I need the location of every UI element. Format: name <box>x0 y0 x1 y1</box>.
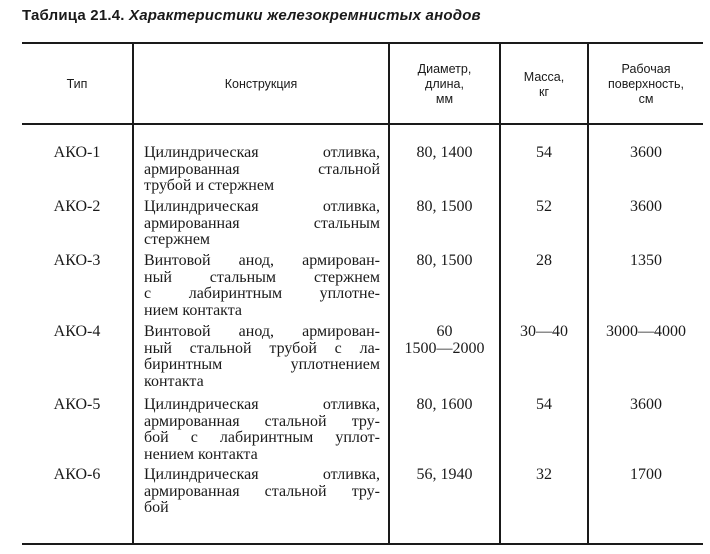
cell-diameter: 60 1500—2000 <box>404 323 485 357</box>
cell-mass: 28 <box>536 252 552 269</box>
design-line: бой <box>144 499 169 516</box>
header-type: Тип <box>66 77 88 91</box>
table-title <box>22 7 481 24</box>
design-line: армированная стальной тру- <box>144 412 380 430</box>
design-line: армированная стальной <box>144 160 380 178</box>
cell-design <box>144 324 380 390</box>
cell-type: АКО-2 <box>53 198 101 215</box>
design-line: ный стальной трубой с ла- <box>144 339 380 357</box>
design-line: Цилиндрическая отливка, <box>144 396 380 413</box>
design-line: Винтовой анод, армирован- <box>144 323 380 340</box>
cell-surface: 3600 <box>630 198 662 215</box>
cell-mass: 32 <box>536 466 552 483</box>
cell-type: АКО-3 <box>53 252 101 269</box>
cell-surface: 1700 <box>630 466 662 483</box>
design-line: с лабиринтным уплотне- <box>144 285 380 302</box>
cell-surface: 3600 <box>630 144 662 161</box>
design-line: трубой и стержнем <box>144 177 275 194</box>
cell-design <box>144 253 380 319</box>
cell-diameter: 80, 1400 <box>416 144 473 161</box>
cell-type: АКО-5 <box>53 396 101 413</box>
cell-design <box>144 397 380 463</box>
design-line: бой с лабиринтным уплот- <box>144 429 380 446</box>
cell-diameter: 80, 1500 <box>416 252 473 269</box>
cell-design <box>144 199 380 249</box>
design-line: Цилиндрическая отливка, <box>144 144 380 161</box>
cell-design <box>144 145 380 195</box>
top-rule <box>22 42 703 44</box>
header-mass: Масса, кг <box>523 70 565 99</box>
cell-diameter: 80, 1600 <box>416 396 473 413</box>
header-surface: Рабочая поверхность, см <box>607 62 685 106</box>
cell-type: АКО-4 <box>53 323 101 340</box>
cell-diameter: 80, 1500 <box>416 198 473 215</box>
header-diameter: Диаметр, длина, мм <box>417 62 472 106</box>
design-line: Цилиндрическая отливка, <box>144 198 380 215</box>
bottom-rule <box>22 543 703 545</box>
design-line: стержнем <box>144 231 211 248</box>
header-rule <box>22 123 703 125</box>
design-line: биринтным уплотнением <box>144 356 380 373</box>
design-line: нием контакта <box>144 301 243 319</box>
cell-mass: 30—40 <box>520 323 568 340</box>
design-line: нением контакта <box>144 445 258 463</box>
cell-mass: 54 <box>536 396 552 413</box>
cell-surface: 3000—4000 <box>606 323 686 340</box>
table-caption: Характеристики железокремнистых анодов <box>129 7 481 24</box>
design-line: Цилиндрическая отливка, <box>144 466 380 483</box>
header-design: Конструкция <box>224 77 298 91</box>
design-line: армированная стальным <box>144 214 380 232</box>
cell-diameter: 56, 1940 <box>416 466 473 483</box>
cell-mass: 52 <box>536 198 552 215</box>
table-number: Таблица 21.4. <box>22 7 125 24</box>
design-line: контакта <box>144 372 204 390</box>
column-divider <box>132 44 134 543</box>
design-line: Винтовой анод, армирован- <box>144 252 380 269</box>
cell-type: АКО-1 <box>53 144 101 161</box>
design-line: ный стальным стержнем <box>144 268 380 286</box>
cell-mass: 54 <box>536 144 552 161</box>
cell-type: АКО-6 <box>53 466 101 483</box>
design-line: армированная стальной тру- <box>144 482 380 500</box>
cell-surface: 3600 <box>630 396 662 413</box>
cell-design <box>144 467 380 517</box>
cell-surface: 1350 <box>630 252 662 269</box>
